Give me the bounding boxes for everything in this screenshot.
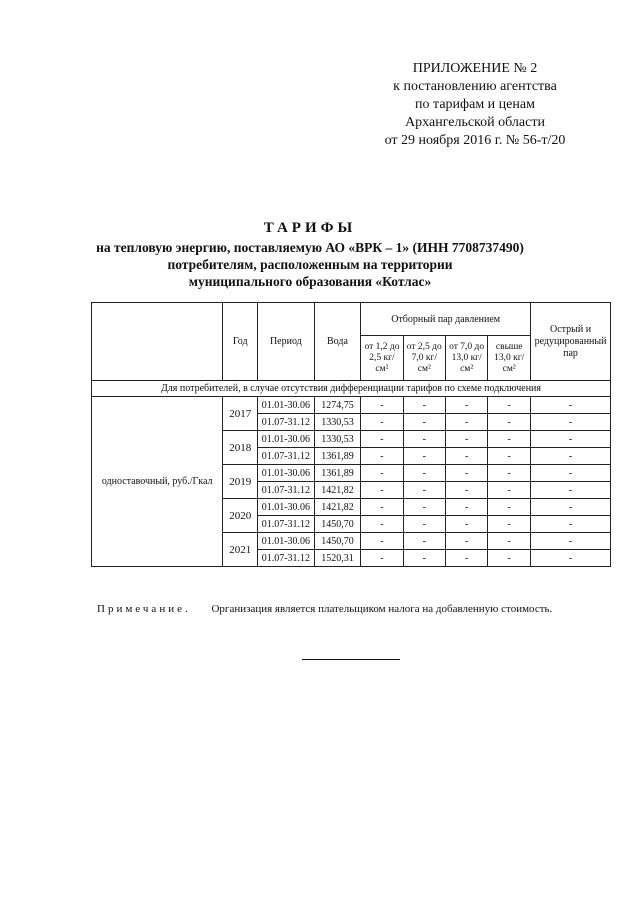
empty-tariff-cell: - [403,414,445,431]
header-steam-3: от 7,0 до 13,0 кг/см² [445,336,487,381]
empty-tariff-cell: - [531,414,611,431]
empty-tariff-cell: - [488,448,531,465]
empty-tariff-cell: - [361,465,403,482]
year-cell: 2020 [223,499,258,533]
note-text: Организация является плательщиком налога на добавленную стоимость. [211,603,553,615]
appendix-line-5: от 29 ноября 2016 г. № 56-т/20 [384,133,566,148]
header-steam-2: от 2,5 до 7,0 кг/см² [403,336,445,381]
empty-tariff-cell: - [361,482,403,499]
empty-tariff-cell: - [531,533,611,550]
year-cell: 2021 [223,533,258,567]
empty-tariff-cell: - [403,465,445,482]
empty-tariff-cell: - [488,431,531,448]
empty-tariff-cell: - [403,448,445,465]
empty-tariff-cell: - [531,397,611,414]
empty-tariff-cell: - [361,533,403,550]
empty-tariff-cell: - [531,465,611,482]
empty-tariff-cell: - [361,550,403,567]
empty-tariff-cell: - [445,482,487,499]
water-tariff-cell: 1361,89 [314,465,361,482]
empty-tariff-cell: - [403,550,445,567]
water-tariff-cell: 1421,82 [314,482,361,499]
empty-tariff-cell: - [361,499,403,516]
empty-tariff-cell: - [445,448,487,465]
empty-tariff-cell: - [531,516,611,533]
empty-tariff-cell: - [403,397,445,414]
empty-tariff-cell: - [531,482,611,499]
closing-rule [302,659,400,660]
water-tariff-cell: 1330,53 [314,431,361,448]
empty-tariff-cell: - [361,414,403,431]
consumer-type-cell: одноставочный, руб./Гкал [92,397,223,567]
appendix-line-1: ПРИЛОЖЕНИЕ № 2 [412,61,538,76]
period-cell: 01.07-31.12 [258,550,314,567]
water-tariff-cell: 1361,89 [314,448,361,465]
empty-tariff-cell: - [403,482,445,499]
water-tariff-cell: 1421,82 [314,499,361,516]
document-title-block [90,220,530,290]
period-cell: 01.01-30.06 [258,533,314,550]
appendix-line-4: Архангельской области [405,115,545,130]
empty-tariff-cell: - [488,465,531,482]
tariff-table [91,302,611,567]
subtitle-line-1: на тепловую энергию, поставляемую АО «ВРК – 1» (ИНН 7708737490) [96,240,524,255]
header-corner [92,303,223,381]
period-cell: 01.07-31.12 [258,516,314,533]
header-steam-4: свыше 13,0 кг/см² [488,336,531,381]
header-sharp-steam: Острый и редуцированный пар [531,303,611,381]
water-tariff-cell: 1274,75 [314,397,361,414]
empty-tariff-cell: - [488,482,531,499]
empty-tariff-cell: - [445,465,487,482]
empty-tariff-cell: - [445,431,487,448]
appendix-header [350,60,600,150]
year-cell: 2019 [223,465,258,499]
header-steam-1: от 1,2 до 2,5 кг/см² [361,336,403,381]
appendix-line-2: к постановлению агентства [393,79,557,94]
document-title: ТАРИФЫ [263,220,357,236]
header-period: Период [258,303,314,381]
period-cell: 01.01-30.06 [258,397,314,414]
period-cell: 01.01-30.06 [258,465,314,482]
subtitle-line-3: муниципального образования «Котлас» [188,274,432,289]
empty-tariff-cell: - [445,397,487,414]
period-cell: 01.07-31.12 [258,448,314,465]
empty-tariff-cell: - [531,448,611,465]
empty-tariff-cell: - [445,499,487,516]
year-cell: 2017 [223,397,258,431]
subtitle-line-2: потребителям, расположенным на территории [167,257,453,272]
empty-tariff-cell: - [445,516,487,533]
water-tariff-cell: 1450,70 [314,533,361,550]
header-steam-group: Отборный пар давлением [361,303,531,336]
empty-tariff-cell: - [403,499,445,516]
empty-tariff-cell: - [403,533,445,550]
header-year: Год [223,303,258,381]
empty-tariff-cell: - [531,499,611,516]
empty-tariff-cell: - [403,431,445,448]
empty-tariff-cell: - [531,431,611,448]
period-cell: 01.07-31.12 [258,414,314,431]
empty-tariff-cell: - [488,516,531,533]
empty-tariff-cell: - [361,431,403,448]
period-cell: 01.01-30.06 [258,499,314,516]
note [97,603,552,615]
empty-tariff-cell: - [488,499,531,516]
empty-tariff-cell: - [361,516,403,533]
empty-tariff-cell: - [488,397,531,414]
empty-tariff-cell: - [445,414,487,431]
water-tariff-cell: 1330,53 [314,414,361,431]
header-water: Вода [314,303,361,381]
empty-tariff-cell: - [488,533,531,550]
empty-tariff-cell: - [445,533,487,550]
section-label: Для потребителей, в случае отсутствия дифференциации тарифов по схеме подключения [92,381,611,397]
year-cell: 2018 [223,431,258,465]
empty-tariff-cell: - [445,550,487,567]
empty-tariff-cell: - [361,448,403,465]
appendix-line-3: по тарифам и ценам [415,97,535,112]
empty-tariff-cell: - [361,397,403,414]
empty-tariff-cell: - [531,550,611,567]
period-cell: 01.07-31.12 [258,482,314,499]
water-tariff-cell: 1520,31 [314,550,361,567]
note-label: Примечание. [97,603,191,615]
period-cell: 01.01-30.06 [258,431,314,448]
empty-tariff-cell: - [488,550,531,567]
table-row [92,397,611,414]
water-tariff-cell: 1450,70 [314,516,361,533]
empty-tariff-cell: - [403,516,445,533]
empty-tariff-cell: - [488,414,531,431]
